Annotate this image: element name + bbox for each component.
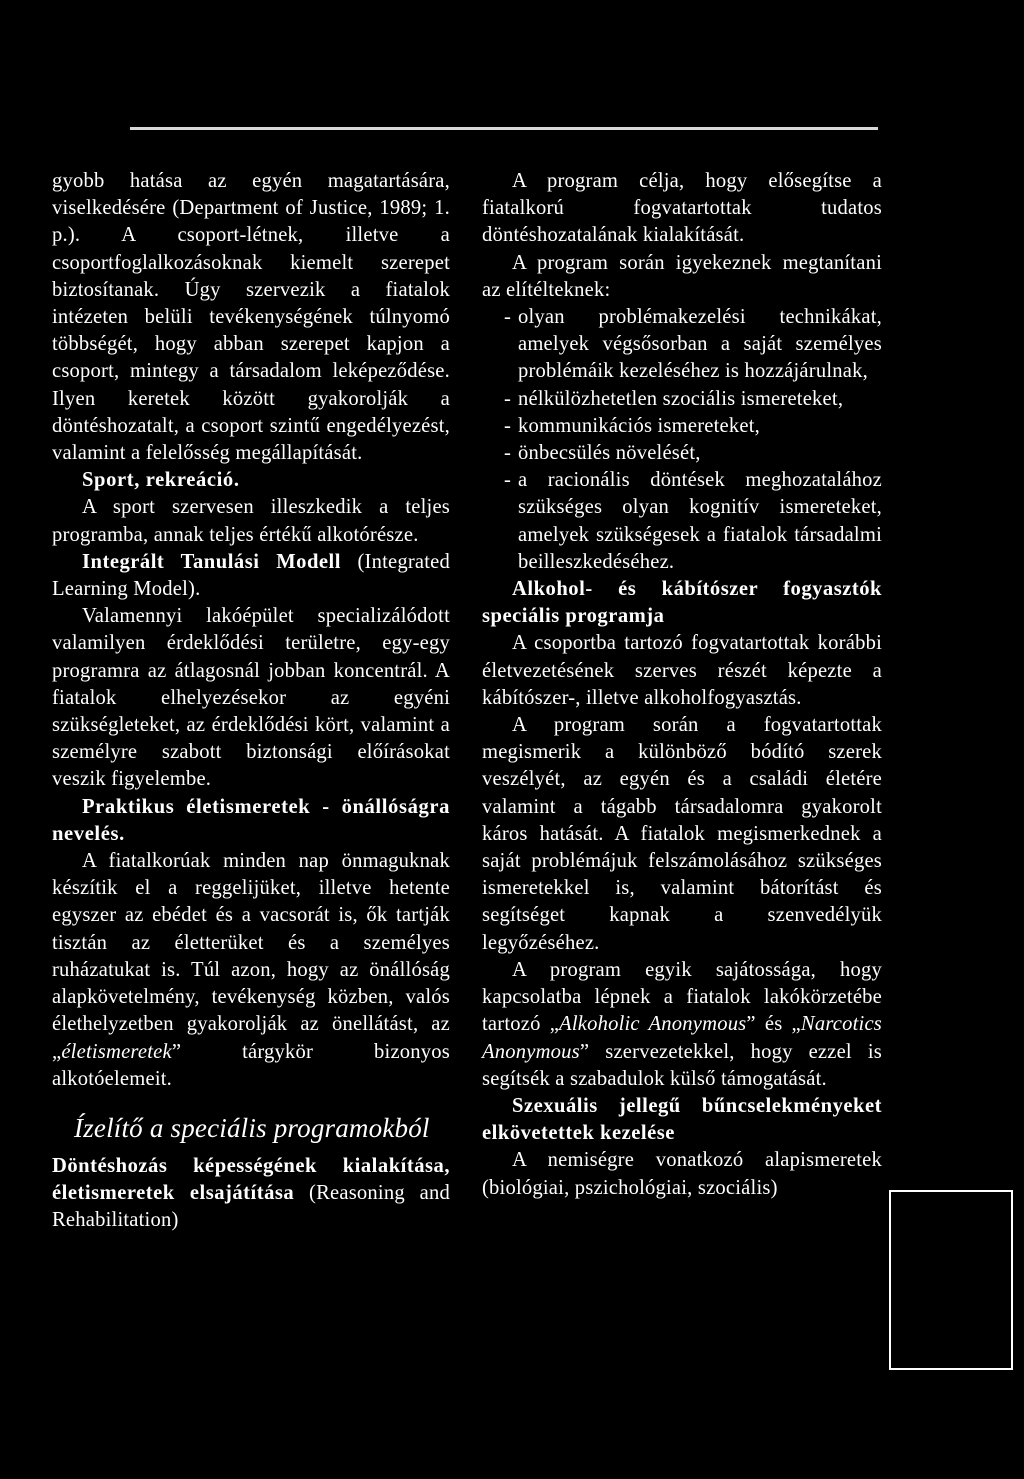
emphasis: életismeretek <box>61 1040 172 1063</box>
list-item-text: önbecsülés növelését, <box>518 442 701 465</box>
paragraph-dontes <box>52 1153 450 1235</box>
list-item: - nélkülözhetetlen szociális ismereteket, <box>504 387 844 410</box>
list-item: - kommunikációs ismereteket, <box>504 414 760 437</box>
side-box <box>889 1190 1013 1370</box>
emphasis: Alkoholic Anonymous <box>559 1013 747 1036</box>
list-item-text: kommunikációs ismereteket, <box>518 414 760 437</box>
list-item: - olyan problémakezelési technikákat, amelyek végsősorban a saját személyes problémáik kezeléséhez is hozzájárulnak, <box>504 306 882 383</box>
heading-alkohol: Alkohol- és kábítószer fogyasztók speciális programja <box>482 578 882 628</box>
text-run: ” és „ <box>746 1013 801 1036</box>
paragraph: Valamennyi lakóépület specializálódott valamilyen érdeklődési területre, egy-egy programra az átlagosnál jobban koncentrál. A fiatalok elhelyezésekor az egyéni szükségleteket, az érdeklődési kört, valamint a személyre szabott biztonsági előírásokat veszik figyelembe. <box>52 605 450 791</box>
heading-itm-rest: (Integrated Learning Model). <box>52 550 450 601</box>
heading-itm: Integrált Tanulási Modell <box>82 550 341 573</box>
paragraph: A program során a fogvatartottak megismerik a különböző bódító szerek veszélyét, az egyén és a családi életére valamint a tágabb társadalomra gyakorolt káros hatását. A fiatalok megismerkednek a saját problémájuk felszámolásához szükséges ismeretekkel is, valamint bátorítást és segítséget kapnak a szenvedélyük legyőzéséhez. <box>482 714 882 954</box>
paragraph-praktikus <box>52 848 450 1093</box>
paragraph: A sport szervesen illeszkedik a teljes programba, annak teljes értékű alkotórésze. <box>52 496 450 546</box>
section-title: Ízelítő a speciális programokból <box>74 1112 430 1143</box>
list-item-text: nélkülözhetetlen szociális ismereteket, <box>518 387 844 410</box>
left-column <box>52 168 450 1235</box>
heading-dontes: Döntéshozás képességének kialakítása, életismeretek elsajátítása <box>52 1154 450 1205</box>
text-run: A fiatalkorúak minden nap önmaguknak készítik el a reggelijüket, illetve hetente egyszer az ebédet és a vacsorát is, ők tartják tisztán az életterüket és a személyes ruházatukat is. Túl azon, hogy az önállóság alapkövetelmény, tevékenység közben, valós élethelyzetben gyakorolják az önellátást, az „ <box>52 850 450 1063</box>
paragraph-itm <box>52 549 450 603</box>
heading-dontes-rest: (Reasoning and Rehabilitation) <box>52 1182 450 1232</box>
right-column <box>482 168 882 1202</box>
heading-sport: Sport, rekreáció. <box>82 469 240 492</box>
list-item-text: olyan problémakezelési technikákat, amelyek végsősorban a saját személyes problémáik kezeléséhez is hozzájárulnak, <box>518 306 882 383</box>
paragraph: A program során igyekeznek megtanítani az elítélteknek: <box>482 251 882 301</box>
paragraph-anonymous <box>482 957 882 1093</box>
paragraph: A csoportba tartozó fogvatartottak korábbi életvezetésének szerves részét képezte a kábítószer-, illetve alkoholfogyasztás. <box>482 632 882 709</box>
text-run: ” tárgykör bizonyos alkotóelemeit. <box>52 1040 450 1090</box>
list-item-text: a racionális döntések meghozatalához szükséges olyan kognitív ismereteket, amelyek szükségesek a fiatalok társadalmi beilleszkedéséhez. <box>518 469 882 573</box>
text-run: A program egyik sajátossága, hogy kapcsolatba lépnek a fiatalok lakókörzetébe tartozó „ <box>482 958 882 1036</box>
list-item: - a racionális döntések meghozatalához szükséges olyan kognitív ismereteket, amelyek szükségesek a fiatalok társadalmi beilleszkedéséhez. <box>504 469 882 573</box>
list-item: - önbecsülés növelését, <box>504 442 701 465</box>
paragraph: A nemiségre vonatkozó alapismeretek (biológiai, pszichológiai, szociális) <box>482 1149 882 1199</box>
emphasis: Narcotics Anonymous <box>482 1013 883 1063</box>
text-run: ” szervezetekkel, hogy ezzel is segítsék a szabadulok külső támogatását. <box>482 1040 882 1090</box>
paragraph: A program célja, hogy elősegítse a fiatalkorú fogvatartottak tudatos döntéshozatalának kialakítását. <box>482 170 882 247</box>
paragraph: gyobb hatása az egyén magatartására, viselkedésére (Department of Justice, 1989; 1. p.). A csoport-létnek, illetve a csoportfoglalkozásoknak kiemelt szerepet biztosítanak. Úgy szervezik a fiatalok intézeten belüli tevékenységének túlnyomó többségét, hogy abban szerepet kapjon a csoport, mintegy a társadalom leképeződése. Ilyen keretek között gyakorolják a döntéshozatalt, a csoport szintű engedélyezést, valamint a felelősség megállapítását. <box>52 170 450 465</box>
heading-praktikus: Praktikus életismeretek - önállóságra nevelés. <box>52 795 450 845</box>
heading-szexualis: Szexuális jellegű bűncselekményeket elkövetettek kezelése <box>482 1094 882 1145</box>
top-rule <box>130 127 878 130</box>
